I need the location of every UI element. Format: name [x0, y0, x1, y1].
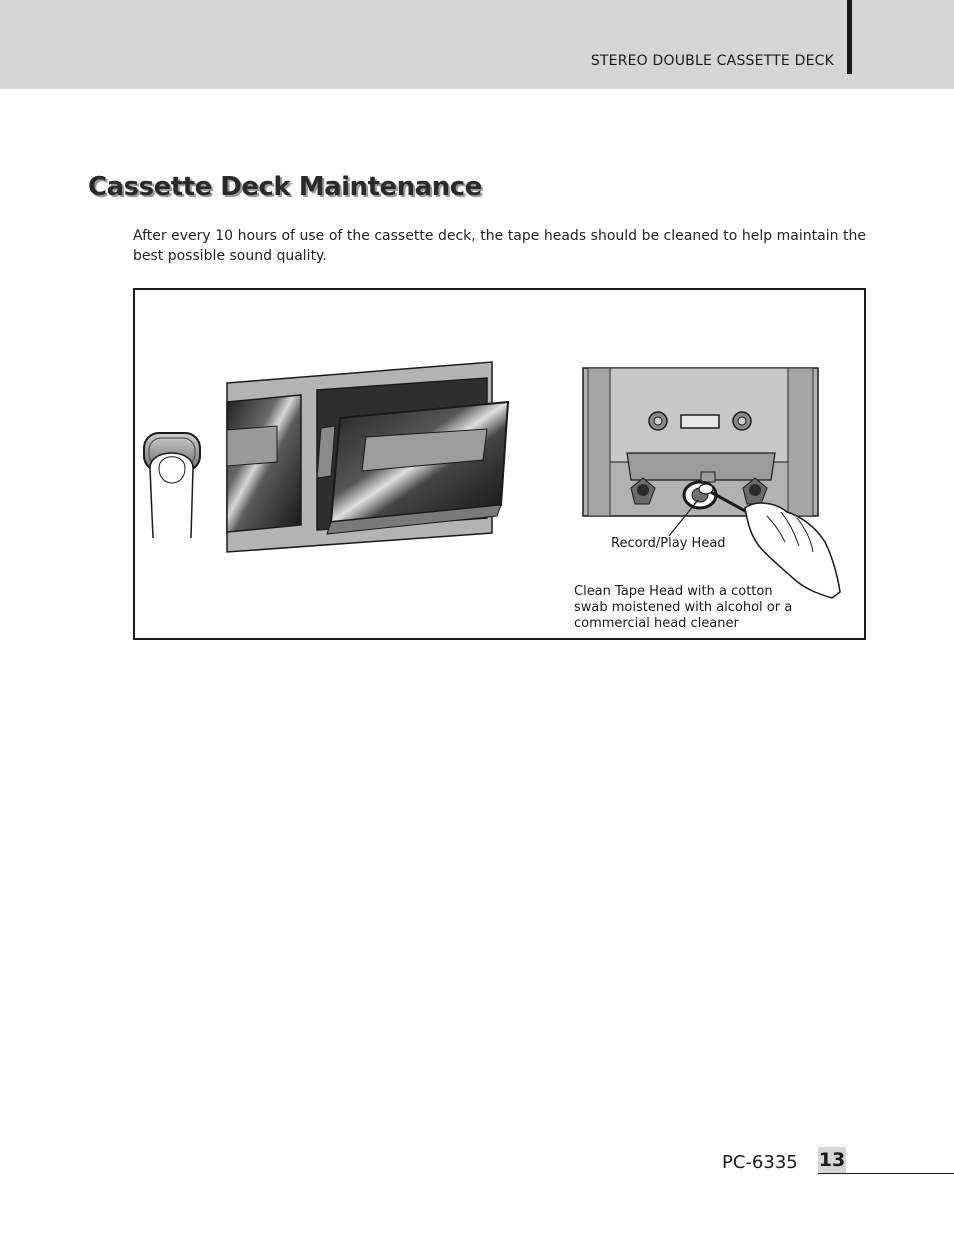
eject-button-finger: [144, 433, 200, 538]
page-title: Cassette Deck Maintenance: [88, 172, 482, 202]
page-number: 13: [818, 1149, 846, 1171]
clean-head-instruction: Clean Tape Head with a cotton swab moistened with alcohol or a commercial head cleaner: [574, 584, 793, 631]
header-band: [0, 0, 954, 89]
header-rule: [847, 0, 852, 74]
maintenance-figure: [133, 288, 866, 640]
footer-rule: [818, 1173, 954, 1174]
record-play-head-label: Record/Play Head: [611, 536, 726, 551]
deck-front-panel: [227, 362, 508, 552]
footer-model: PC-6335: [722, 1152, 798, 1173]
header-title: STEREO DOUBLE CASSETTE DECK: [590, 53, 834, 69]
intro-paragraph: After every 10 hours of use of the cassette deck, the tape heads should be cleaned to help maintain the best possible sound quality.: [133, 228, 866, 264]
